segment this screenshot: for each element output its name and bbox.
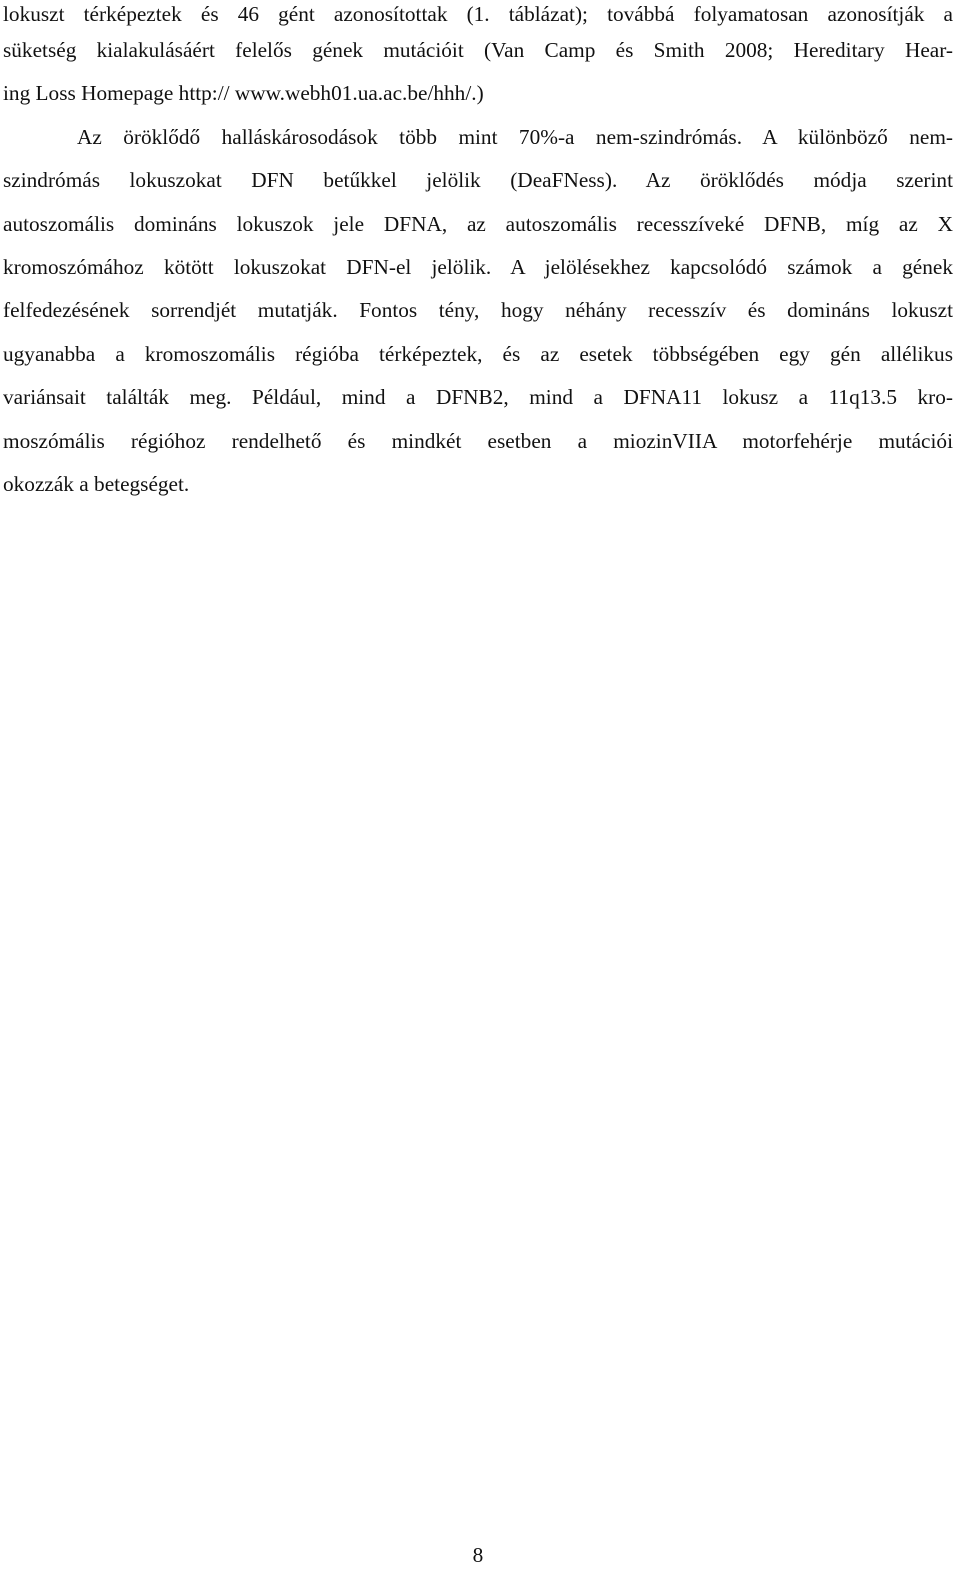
body-text	[3, 0, 953, 506]
page-number: 8	[472, 1543, 484, 1567]
text-line: ugyanabba a kromoszomális régióba térképeztek, és az esetek többségében egy gén allélikus	[3, 341, 953, 366]
text-line: szindrómás lokuszokat DFN betűkkel jelölik (DeaFNess). Az öröklődés módja szerint	[3, 168, 953, 193]
paragraph-first-line: Az öröklődő halláskárosodások több mint 70%-a nem-szindrómás. A különböző nem-	[77, 124, 953, 149]
text-line: okozzák a betegséget.	[3, 471, 190, 496]
text-line: süketség kialakulásáért felelős gének mutációit (Van Camp és Smith 2008; Hereditary Hear-	[3, 38, 953, 62]
text-line: moszómális régióhoz rendelhető és mindkét esetben a miozinVIIA motorfehérje mutációi	[3, 428, 953, 453]
text-line: kromoszómához kötött lokuszokat DFN-el jelölik. A jelölésekhez kapcsolódó számok a gének	[3, 254, 953, 279]
text-line: autoszomális domináns lokuszok jele DFNA, az autoszomális recesszíveké DFNB, míg az X	[3, 211, 953, 236]
text-line: lokuszt térképeztek és 46 gént azonosítottak (1. táblázat); továbbá folyamatosan azonosítják a	[3, 2, 953, 26]
text-line: felfedezésének sorrendjét mutatják. Fontos tény, hogy néhány recesszív és domináns lokuszt	[3, 298, 953, 323]
text-line: variánsait találták meg. Például, mind a DFNB2, mind a DFNA11 lokusz a 11q13.5 kro-	[3, 385, 953, 410]
text-line: ing Loss Homepage http:// www.webh01.ua.ac.be/hhh/.)	[3, 81, 484, 106]
